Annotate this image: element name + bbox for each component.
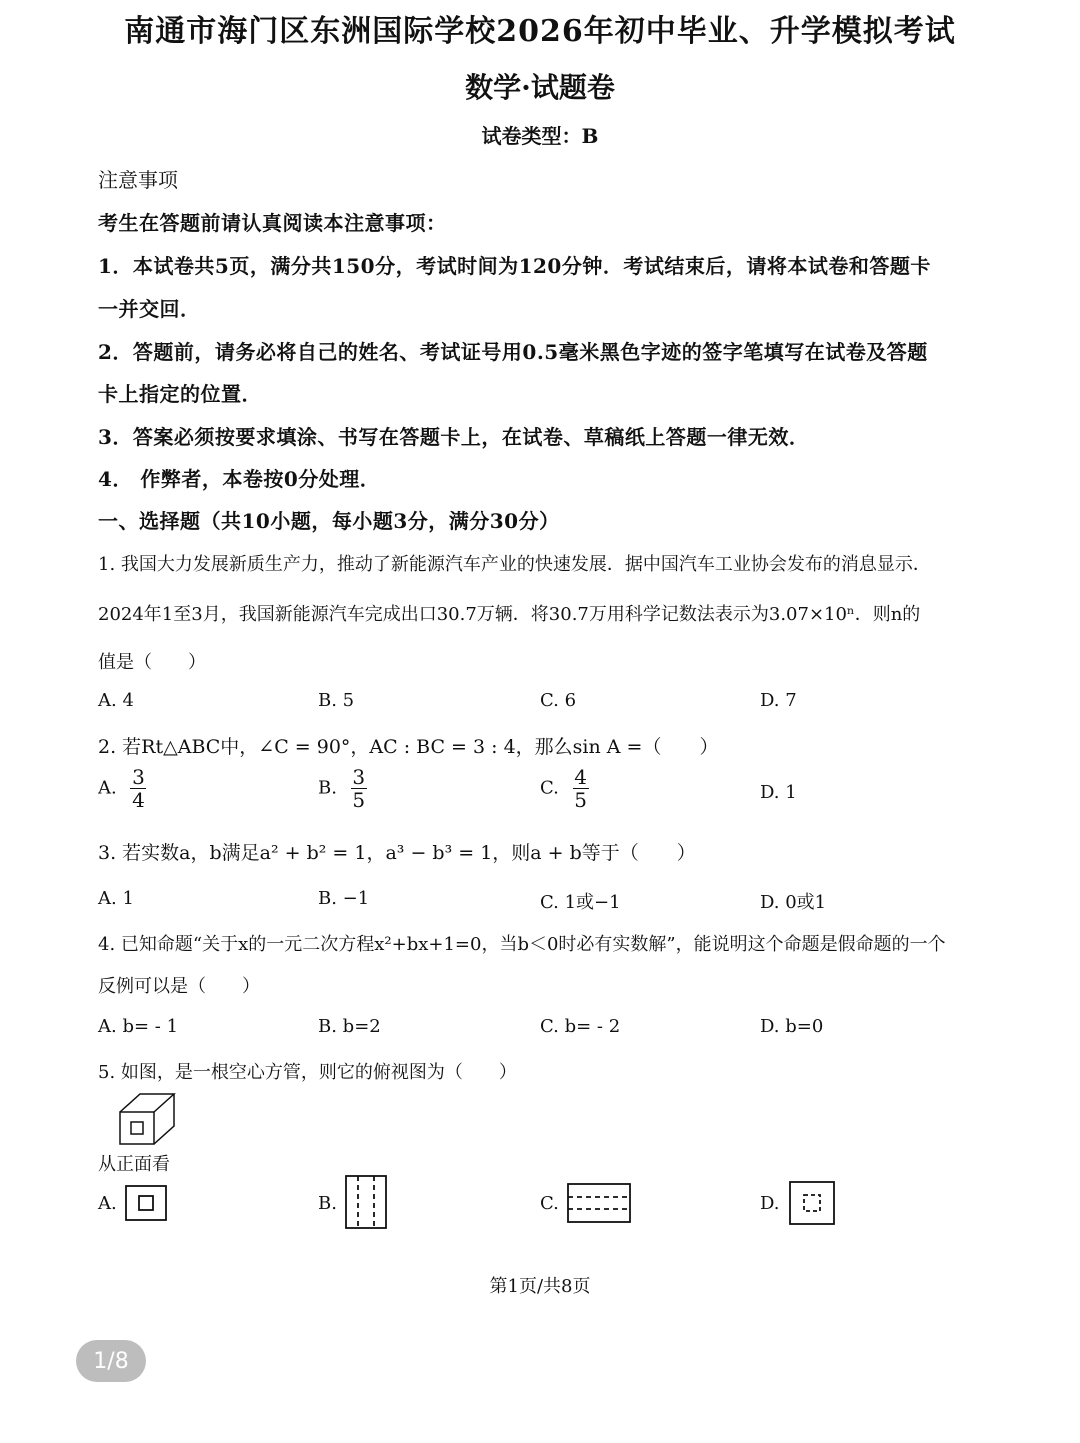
- outer-rectangle: [568, 1184, 630, 1222]
- q1-option-b: B. 5: [318, 690, 355, 711]
- q4-line1: 4. 已知命题“关于x的一元二次方程x²+bx+1=0，当b＜0时必有实数解”，能说明这个命题是假命题的一个: [98, 934, 946, 955]
- numerator: 3: [352, 765, 366, 789]
- q5-option-a-label: A.: [98, 1193, 117, 1214]
- q5-option-b-label: B.: [318, 1193, 337, 1214]
- q5-option-c-figure: [566, 1182, 632, 1224]
- q4-option-d: D. b=0: [760, 1016, 824, 1037]
- notice-item-1: 1．本试卷共5页，满分共150分，考试时间为120分钟．考试结束后，请将本试卷和答题卡: [98, 254, 931, 278]
- q2-option-b: [318, 766, 367, 811]
- notice-item-1-cont: 一并交回．: [98, 297, 201, 321]
- q5-option-a-figure: [124, 1184, 168, 1222]
- section-heading: 一、选择题（共10小题，每小题3分，满分30分）: [98, 509, 560, 533]
- inner-square: [139, 1196, 153, 1210]
- q2-option-d: [760, 782, 797, 803]
- hollow-tube-figure: [118, 1092, 178, 1148]
- q4-line2: 反例可以是（ ）: [98, 976, 260, 997]
- denominator: 4: [132, 788, 145, 812]
- option-value: 1: [785, 782, 797, 803]
- q3-option-a: A. 1: [98, 888, 134, 909]
- option-letter: A.: [98, 777, 117, 799]
- q1-option-a: A. 4: [98, 690, 134, 711]
- paper-type: 试卷类型：B: [481, 124, 599, 148]
- outer-square: [790, 1182, 834, 1224]
- q3-option-d: D. 0或1: [760, 892, 827, 913]
- notice-item-2-cont: 卡上指定的位置．: [98, 382, 262, 406]
- q1-line3: 值是（ ）: [98, 652, 206, 673]
- fraction: [573, 766, 589, 811]
- q3-option-b: B. −1: [318, 888, 370, 909]
- notice-item-4: 4． 作弊者，本卷按0分处理．: [98, 467, 381, 491]
- option-letter: B.: [318, 777, 337, 799]
- q5-option-c-label: C.: [540, 1193, 559, 1214]
- q3-option-c: C. 1或−1: [540, 892, 621, 913]
- q1-option-c: C. 6: [540, 690, 577, 711]
- denominator: 5: [352, 788, 366, 812]
- q5-option-d-label: D.: [760, 1193, 780, 1214]
- page-indicator[interactable]: 1/8: [76, 1340, 146, 1382]
- q3-stem: 3. 若实数a，b满足a² + b² = 1，a³ − b³ = 1，则a + b等于（ ）: [98, 842, 696, 864]
- q1-option-d: D. 7: [760, 690, 797, 711]
- q5-stem: 5. 如图，是一根空心方管，则它的俯视图为（ ）: [98, 1062, 517, 1083]
- exam-title: 南通市海门区东洲国际学校2026年初中毕业、升学模拟考试: [124, 14, 956, 49]
- tube-hole: [131, 1122, 143, 1134]
- tube-side-face: [154, 1094, 174, 1144]
- q5-option-b-figure: [344, 1174, 390, 1230]
- tube-top-face: [120, 1094, 174, 1112]
- numerator: 3: [132, 765, 145, 789]
- notice-heading: 注意事项: [98, 168, 178, 192]
- q5-option-d-figure: [788, 1180, 836, 1226]
- notice-item-3: 3．答案必须按要求填涂、书写在答题卡上，在试卷、草稿纸上答题一律无效．: [98, 425, 810, 449]
- notice-intro: 考生在答题前请认真阅读本注意事项：: [98, 211, 447, 235]
- q4-option-c: C. b= - 2: [540, 1016, 621, 1037]
- fraction: [130, 766, 146, 811]
- option-letter: C.: [540, 777, 559, 799]
- fraction: [351, 766, 367, 811]
- denominator: 5: [574, 788, 587, 812]
- page-footer: 第1页/共8页: [489, 1276, 591, 1297]
- outer-rectangle: [346, 1176, 386, 1228]
- outer-square: [126, 1186, 166, 1220]
- exam-subtitle: 数学·试题卷: [465, 71, 615, 104]
- q1-line2: 2024年1至3月，我国新能源汽车完成出口30.7万辆．将30.7万用科学记数法表示为3.07×10ⁿ．则n的: [98, 604, 921, 625]
- q4-option-a: A. b= - 1: [98, 1016, 179, 1037]
- notice-item-2: 2．答题前，请务必将自己的姓名、考试证号用0.5毫米黑色字迹的签字笔填写在试卷及答题: [98, 340, 928, 364]
- q2-option-c: [540, 766, 589, 811]
- tube-front-face: [120, 1112, 154, 1144]
- q2-stem: 2. 若Rt△ABC中，∠C = 90°，AC : BC = 3 : 4，那么sin A =（ ）: [98, 736, 719, 758]
- option-letter: D.: [760, 782, 780, 803]
- numerator: 4: [574, 765, 587, 789]
- q2-option-a: [98, 766, 146, 811]
- q4-option-b: B. b=2: [318, 1016, 381, 1037]
- dashed-inner-square: [804, 1195, 820, 1211]
- q1-line1: 1. 我国大力发展新质生产力，推动了新能源汽车产业的快速发展．据中国汽车工业协会发布的消息显示．: [98, 554, 931, 575]
- figure-caption: 从正面看: [98, 1154, 170, 1175]
